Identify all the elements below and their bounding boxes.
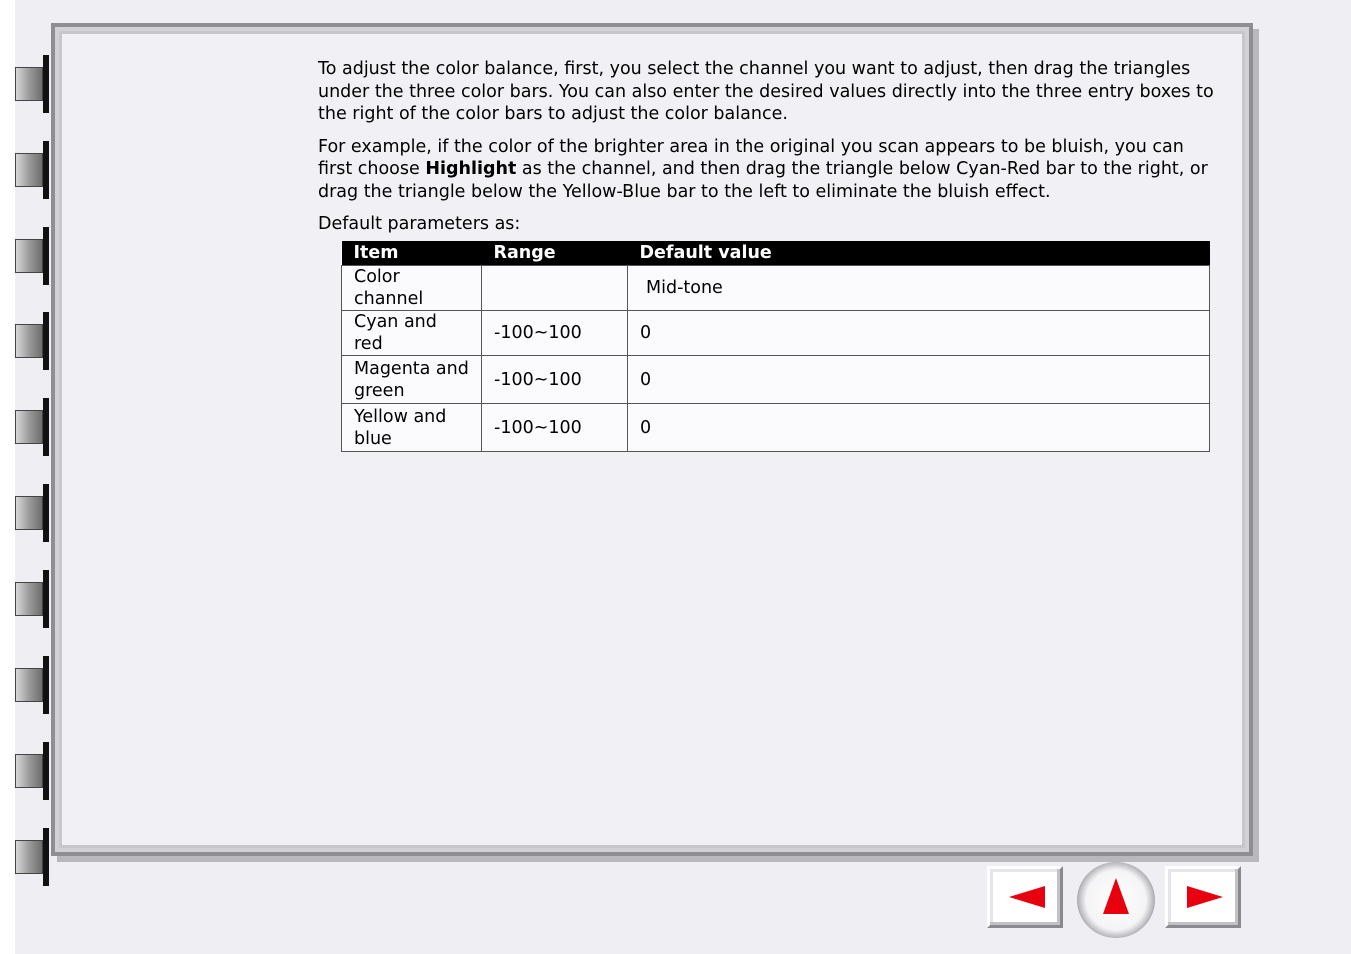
header-item: Item [342,241,482,266]
previous-page-button[interactable] [987,866,1063,928]
binder-ring-icon [15,570,49,628]
cell-range: -100~100 [482,356,628,404]
binder-ring-icon [15,312,49,370]
cell-range [482,266,628,311]
binder-ring-icon [15,141,49,199]
up-arrow-icon [1103,878,1129,914]
up-page-button[interactable] [1077,862,1155,938]
example-paragraph [318,136,1218,204]
binder-ring-icon [15,484,49,542]
table-row [342,356,1210,404]
left-arrow-icon [1009,886,1045,908]
table-row [342,266,1210,311]
binder-ring-icon [15,55,49,113]
cell-item: Cyan and red [342,311,482,356]
table-row [342,404,1210,452]
example-text-start: For example, if the color of the brighter area in the original you scan appears to be bluish, you can first choose [318,136,1184,179]
binder-ring-icon [15,398,49,456]
example-text-end: as the channel, and then drag the triangle below Cyan-Red bar to the right, or drag the triangle below the Yellow-Blue bar to the left to eliminate the bluish effect. [318,159,1208,202]
cell-default: Mid-tone [628,266,1210,311]
binder-ring-icon [15,742,49,800]
header-range: Range [482,241,628,266]
right-arrow-icon [1187,886,1223,908]
highlight-term: Highlight [425,159,517,179]
cell-item: Yellow and blue [342,404,482,452]
table-row [342,311,1210,356]
header-default-value: Default value [628,241,1210,266]
cell-default: 0 [628,356,1210,404]
cell-range: -100~100 [482,404,628,452]
cell-range: -100~100 [482,311,628,356]
cell-item: Color channel [342,266,482,311]
default-parameters-table [341,241,1210,452]
cell-default: 0 [628,311,1210,356]
defaults-caption: Default parameters as: [318,214,521,234]
binder-ring-icon [15,227,49,285]
next-page-button[interactable] [1165,866,1241,928]
cell-item: Magenta and green [342,356,482,404]
cell-default: 0 [628,404,1210,452]
manual-content [318,58,1218,246]
binder-ring-icon [15,656,49,714]
intro-paragraph: To adjust the color balance, first, you select the channel you want to adjust, then drag the triangles under the three color bars. You can also enter the desired values directly into the three entry boxes to the right of the color bars to adjust the color balance. [318,59,1214,124]
binder-ring-icon [15,828,49,886]
table-header-row [342,241,1210,266]
